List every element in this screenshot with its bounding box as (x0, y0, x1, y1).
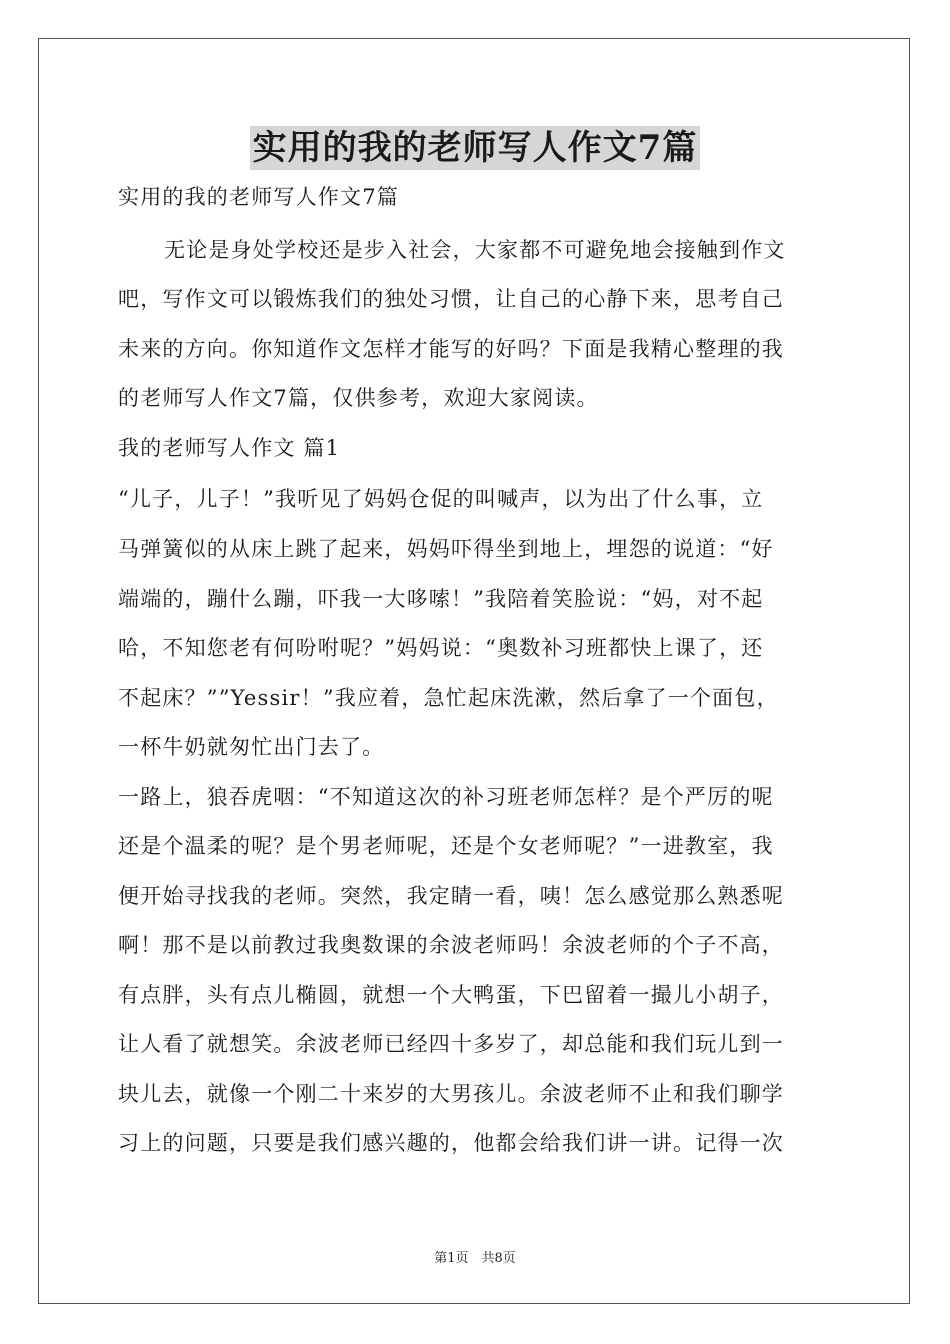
section-heading: 我的老师写人作文 篇1 (118, 436, 341, 460)
paragraph-line: 无论是身处学校还是步入社会，大家都不可避免地会接触到作文 (164, 238, 786, 262)
document-subtitle: 实用的我的老师写人作文7篇 (118, 185, 399, 209)
paragraph-line: 端端的，蹦什么蹦，吓我一大哆嗦！”我陪着笑脸说：“妈，对不起 (118, 587, 764, 611)
paragraph-line: 还是个温柔的呢？是个男老师呢，还是个女老师呢？”一进教室，我 (118, 834, 774, 858)
paragraph-line: “儿子，儿子！”我听见了妈妈仓促的叫喊声，以为出了什么事，立 (118, 487, 764, 511)
paragraph-line: 让人看了就想笑。余波老师已经四十多岁了，却总能和我们玩儿到一 (118, 1032, 784, 1056)
document-title (0, 126, 950, 170)
paragraph-line: 的老师写人作文7篇，仅供参考，欢迎大家阅读。 (118, 386, 599, 410)
paragraph-line: 块儿去，就像一个刚二十来岁的大男孩儿。余波老师不止和我们聊学 (118, 1082, 784, 1106)
page-footer: 第1页 共8页 (434, 1251, 516, 1266)
paragraph-line: 一杯牛奶就匆忙出门去了。 (118, 735, 385, 759)
paragraph-line: 一路上，狼吞虎咽：“不知道这次的补习班老师怎样？是个严厉的呢 (118, 785, 774, 809)
paragraph-line: 习上的问题，只要是我们感兴趣的，他都会给我们讲一讲。记得一次 (118, 1131, 784, 1155)
paragraph-line: 啊！那不是以前教过我奥数课的余波老师吗！余波老师的个子不高， (118, 933, 784, 957)
paragraph-line: 马弹簧似的从床上跳了起来，妈妈吓得坐到地上，埋怨的说道：“好 (118, 537, 774, 561)
page-border (38, 38, 910, 1304)
paragraph-line: 不起床？””Yessir！”我应着，急忙起床洗漱，然后拿了一个面包， (118, 686, 779, 710)
document-title-text: 实用的我的老师写人作文7篇 (250, 126, 701, 170)
paragraph-line: 有点胖，头有点儿椭圆，就想一个大鸭蛋，下巴留着一撮儿小胡子， (118, 983, 784, 1007)
paragraph-line: 便开始寻找我的老师。突然，我定睛一看，咦！怎么感觉那么熟悉呢 (118, 884, 784, 908)
paragraph-line: 吧，写作文可以锻炼我们的独处习惯，让自己的心静下来，思考自己 (118, 287, 784, 311)
paragraph-line: 哈，不知您老有何吩咐呢？”妈妈说：“奥数补习班都快上课了，还 (118, 636, 764, 660)
paragraph-line: 未来的方向。你知道作文怎样才能写的好吗？下面是我精心整理的我 (118, 337, 784, 361)
